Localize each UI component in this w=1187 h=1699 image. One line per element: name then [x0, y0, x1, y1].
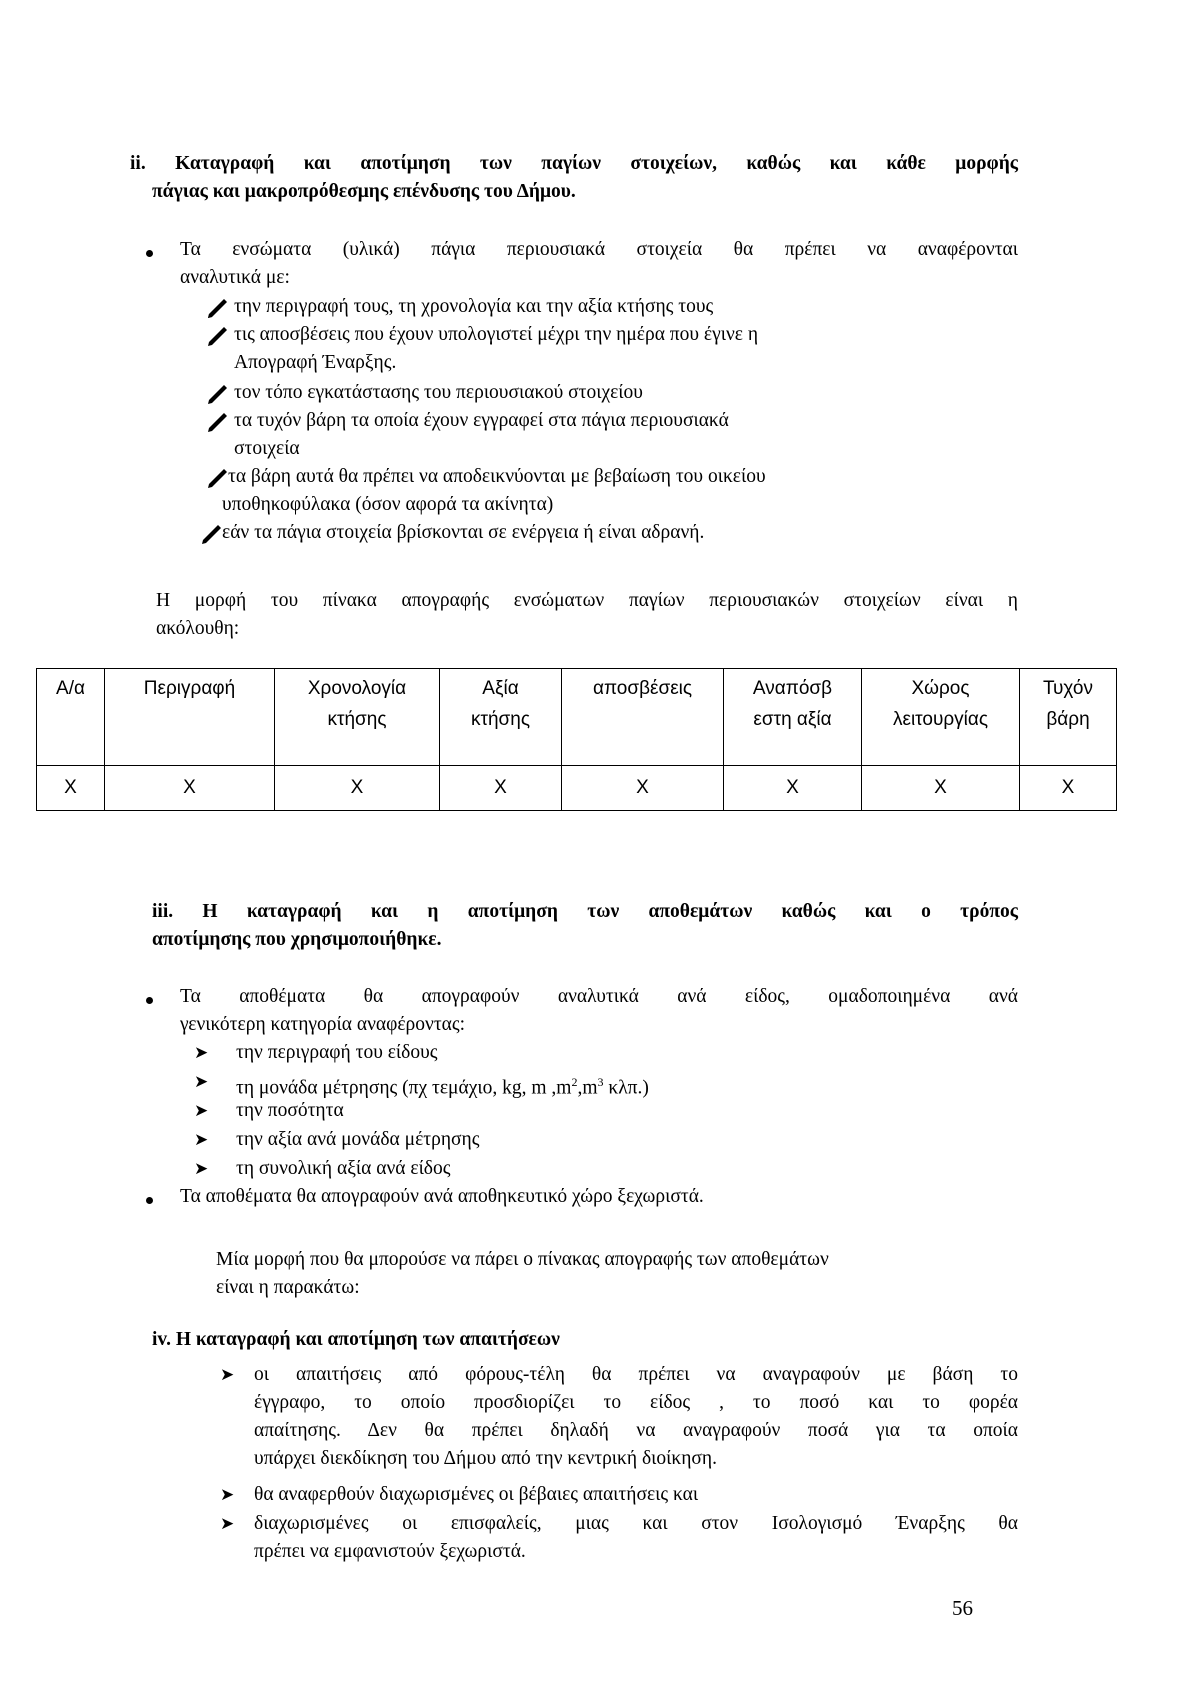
- table-cell: Χ: [37, 766, 105, 811]
- table-cell: Χ: [862, 766, 1020, 811]
- section-iv-item-3-line: διαχωρισμένες οι επισφαλείς, μιας και στον Ισολογισμό Έναρξης θα: [254, 1513, 1018, 1534]
- section-ii-item-2: τις αποσβέσεις που έχουν υπολογιστεί μέχρι την ημέρα που έγινε η: [234, 324, 759, 345]
- table-header-row: [37, 669, 1117, 766]
- header-line: Α/α: [56, 678, 85, 699]
- section-ii-item-1: την περιγραφή τους, τη χρονολογία και την αξία κτήσης τους: [234, 296, 714, 317]
- table-cell: Χ: [440, 766, 562, 811]
- section-iii-sub-item-3: την ποσότητα: [236, 1100, 344, 1121]
- section-iii-sub-item-1: την περιγραφή του είδους: [236, 1042, 438, 1063]
- section-ii-bullet-text-1: Τα ενσώματα (υλικά) πάγια περιουσιακά στοιχεία θα πρέπει να αναφέρονται: [180, 239, 1018, 260]
- bullet-icon: [146, 1197, 153, 1204]
- section-ii-bullet-line-1: [180, 236, 1018, 264]
- arrow-right-icon: ➤: [194, 1072, 209, 1091]
- section-ii-heading: [130, 150, 1018, 178]
- section-iv-heading: iv. Η καταγραφή και αποτίμηση των απαιτήσεων: [152, 1329, 560, 1350]
- bullet-icon: [146, 250, 153, 257]
- arrow-right-icon: ➤: [220, 1514, 235, 1533]
- section-ii-item-2-cont: Απογραφή Έναρξης.: [234, 352, 397, 373]
- section-iv-item-1-line: απαίτησης. Δεν θα πρέπει δηλαδή να αναγραφούν ποσά για τα οποία: [254, 1420, 1018, 1441]
- section-ii-item-4-cont: στοιχεία: [234, 438, 300, 459]
- header-cell: [562, 669, 724, 766]
- section-iv-item-3: [254, 1510, 1018, 1566]
- pencil-icon: [206, 384, 230, 406]
- section-iii-heading: [152, 898, 1018, 926]
- header-cell: [440, 669, 562, 766]
- section-iii-bullet-2: Τα αποθέματα θα απογραφούν ανά αποθηκευτικό χώρο ξεχωριστά.: [180, 1186, 704, 1207]
- superscript: 3: [597, 1075, 604, 1089]
- table-cell: Χ: [1020, 766, 1117, 811]
- section-iv-item-1: [254, 1361, 1018, 1473]
- fixed-assets-table: [36, 668, 1117, 811]
- unit-text: κλπ.): [603, 1077, 649, 1099]
- header-line: λειτουργίας: [892, 709, 989, 730]
- header-line: Αναπόσβ: [752, 678, 833, 699]
- header-cell: [724, 669, 862, 766]
- table-intro-text-1: Η μορφή του πίνακα απογραφής ενσώματων παγίων περιουσιακών στοιχείων είναι η: [156, 590, 1018, 611]
- arrow-right-icon: ➤: [194, 1159, 209, 1178]
- header-cell: [1020, 669, 1117, 766]
- header-line: εστη αξία: [753, 709, 832, 730]
- header-cell: [105, 669, 275, 766]
- pencil-icon: [206, 326, 230, 348]
- section-iii-note-line-2: είναι η παρακάτω:: [216, 1277, 360, 1298]
- header-line: Τυχόν: [1043, 678, 1093, 699]
- bullet-icon: [146, 997, 153, 1004]
- table-cell: Χ: [275, 766, 440, 811]
- header-line: αποσβέσεις: [592, 678, 693, 699]
- section-ii-bullet-line-2: αναλυτικά με:: [180, 267, 290, 288]
- section-iii-bullet-1: [180, 983, 1018, 1011]
- section-iii-heading-line-2: αποτίμησης που χρησιμοποιήθηκε.: [152, 929, 442, 950]
- section-ii-item-4: τα τυχόν βάρη τα οποία έχουν εγγραφεί στα πάγια περιουσιακά: [234, 410, 729, 431]
- header-cell: [275, 669, 440, 766]
- section-ii-item-3: τον τόπο εγκατάστασης του περιουσιακού στοιχείου: [234, 382, 643, 403]
- table-cell: Χ: [562, 766, 724, 811]
- section-iii-heading-line-1: iii. Η καταγραφή και η αποτίμηση των αποθεμάτων καθώς και ο τρόπος: [152, 901, 1018, 922]
- arrow-right-icon: ➤: [194, 1043, 209, 1062]
- section-ii-item-5-cont: υποθηκοφύλακα (όσον αφορά τα ακίνητα): [222, 494, 554, 515]
- section-ii-heading-line-1: ii. Καταγραφή και αποτίμηση των παγίων στοιχείων, καθώς και κάθε μορφής: [130, 153, 1018, 174]
- section-iii-bullet-1-line-2: γενικότερη κατηγορία αναφέροντας:: [180, 1014, 466, 1035]
- header-line: κτήσης: [327, 709, 387, 730]
- header-line: βάρη: [1046, 709, 1090, 730]
- table-row: [37, 766, 1117, 811]
- header-line: Χώρος: [911, 678, 970, 699]
- table-intro-line-2: ακόλουθη:: [156, 618, 240, 639]
- pencil-icon: [206, 468, 230, 490]
- section-iii-bullet-1-text: Τα αποθέματα θα απογραφούν αναλυτικά ανά είδος, ομαδοποιημένα ανά: [180, 986, 1018, 1007]
- arrow-right-icon: ➤: [194, 1130, 209, 1149]
- unit-text: ,m: [577, 1077, 598, 1099]
- header-line: Αξία: [482, 678, 519, 699]
- pencil-icon: [200, 524, 224, 546]
- arrow-right-icon: ➤: [220, 1365, 235, 1384]
- header-line: Χρονολογία: [307, 678, 407, 699]
- table-intro-line-1: [156, 587, 1018, 615]
- section-ii-item-5: τα βάρη αυτά θα πρέπει να αποδεικνύονται με βεβαίωση του οικείου: [228, 466, 766, 487]
- section-ii-heading-line-2: πάγιας και μακροπρόθεσμης επένδυσης του Δήμου.: [152, 181, 576, 202]
- section-iii-sub-item-4: την αξία ανά μονάδα μέτρησης: [236, 1129, 480, 1150]
- section-iii-sub-item-5: τη συνολική αξία ανά είδος: [236, 1158, 451, 1179]
- section-iv-item-1-line: υπάρχει διεκδίκηση του Δήμου από την κεντρική διοίκηση.: [254, 1448, 717, 1469]
- arrow-right-icon: ➤: [220, 1485, 235, 1504]
- section-iv-item-1-line: έγγραφο, το οποίο προσδιορίζει το είδος , το ποσό και το φορέα: [254, 1392, 1018, 1413]
- header-line: Περιγραφή: [143, 678, 236, 699]
- superscript: 2: [571, 1075, 578, 1089]
- section-iv-item-1-line: οι απαιτήσεις από φόρους-τέλη θα πρέπει να αναγραφούν με βάση το: [254, 1364, 1018, 1385]
- pencil-icon: [206, 412, 230, 434]
- page-number: 56: [952, 1596, 973, 1620]
- unit-text: τη μονάδα μέτρησης (πχ τεμάχιο, kg, m ,m: [236, 1077, 572, 1099]
- arrow-right-icon: ➤: [194, 1101, 209, 1120]
- header-cell: [862, 669, 1020, 766]
- section-iii-note-line-1: Μία μορφή που θα μπορούσε να πάρει ο πίνακας απογραφής των αποθεμάτων: [216, 1249, 829, 1270]
- section-iv-item-2: θα αναφερθούν διαχωρισμένες οι βέβαιες απαιτήσεις και: [254, 1484, 699, 1505]
- section-ii-item-6: εάν τα πάγια στοιχεία βρίσκονται σε ενέργεια ή είναι αδρανή.: [222, 522, 705, 543]
- section-iv-item-3-line: πρέπει να εμφανιστούν ξεχωριστά.: [254, 1541, 526, 1562]
- table-cell: Χ: [105, 766, 275, 811]
- table-cell: Χ: [724, 766, 862, 811]
- header-line: κτήσης: [470, 709, 531, 730]
- header-cell: [37, 669, 105, 766]
- pencil-icon: [206, 298, 230, 320]
